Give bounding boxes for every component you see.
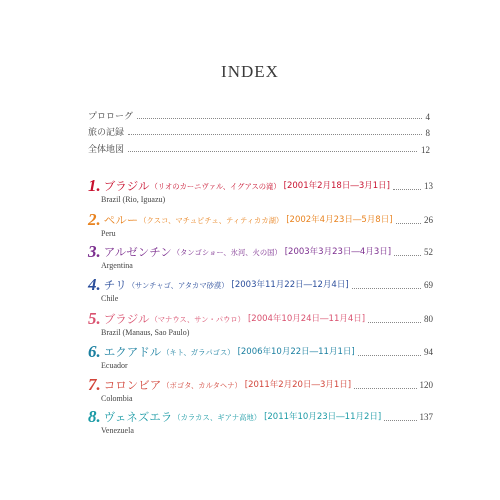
chapter-page: 120 (419, 380, 433, 390)
chapter-heading-line (88, 210, 433, 228)
chapter-country: ヴェネズエラ (103, 410, 173, 424)
chapter-english-name: Ecuador (101, 361, 128, 370)
chapter-entry[interactable] (88, 176, 433, 206)
chapter-number: 7. (88, 375, 101, 394)
chapter-english-name: Brazil (Manaus, Sao Paulo) (101, 328, 190, 337)
chapter-english-name: Colombia (101, 394, 133, 403)
chapter-number: 8. (88, 407, 101, 426)
chapter-dates: [2001年2月18日―3月1日] (283, 181, 390, 191)
chapter-english-name: Argentina (101, 261, 133, 270)
chapter-places: （カラカス、ギアナ高地） (173, 413, 262, 422)
leader-dots (128, 133, 421, 135)
chapter-country: コロンビア (103, 378, 162, 392)
chapter-page: 137 (419, 412, 433, 422)
front-matter-item-prologue[interactable] (88, 110, 430, 122)
front-matter-label: 全体地図 (88, 145, 125, 155)
chapter-places: （リオのカーニヴァル、イグアスの滝） (150, 182, 281, 191)
chapter-english-name: Peru (101, 229, 116, 238)
chapter-english-name: Brazil (Rio, Iguazu) (101, 195, 166, 204)
chapter-english-name: Venezuela (101, 426, 134, 435)
leader-dots (368, 321, 421, 323)
chapter-number: 2. (88, 210, 101, 229)
chapter-places: （ボゴタ、カルタヘナ） (162, 381, 242, 390)
front-matter-label: プロローグ (88, 112, 134, 122)
chapter-country: アルゼンチン (103, 245, 172, 259)
leader-dots (128, 150, 417, 152)
chapter-page: 13 (424, 181, 433, 191)
leader-dots (394, 254, 421, 256)
chapter-entry[interactable] (88, 242, 433, 272)
chapter-page: 94 (424, 347, 433, 357)
chapter-heading-line (88, 275, 433, 293)
chapter-country: ブラジル (103, 312, 150, 326)
chapter-entry[interactable] (88, 309, 433, 339)
chapter-number: 6. (88, 342, 101, 361)
chapter-entry[interactable] (88, 375, 433, 405)
chapter-country: チリ (103, 278, 127, 292)
chapter-heading-line (88, 407, 433, 425)
chapter-places: （キト、ガラパゴス） (162, 348, 235, 357)
chapter-heading-line (88, 176, 433, 194)
chapter-places: （タンゴショー、氷河、火の国） (172, 248, 282, 257)
chapter-dates: [2002年4月23日―5月8日] (286, 215, 393, 225)
chapter-entry[interactable] (88, 210, 433, 240)
chapter-heading-line (88, 309, 433, 327)
front-matter-label: 旅の記録 (88, 128, 125, 138)
chapter-entry[interactable] (88, 275, 433, 305)
chapter-country: ペルー (103, 213, 139, 227)
chapter-country: ブラジル (103, 179, 150, 193)
chapter-page: 69 (424, 280, 433, 290)
chapter-number: 4. (88, 275, 101, 294)
leader-dots (384, 419, 416, 421)
chapter-page: 52 (424, 247, 433, 257)
chapter-page: 80 (424, 314, 433, 324)
chapter-places: （クスコ、マチュピチュ、ティティカカ湖） (139, 216, 284, 225)
chapter-heading-line (88, 375, 433, 393)
chapter-heading-line (88, 242, 433, 260)
page-title: INDEX (221, 62, 279, 81)
chapter-dates: [2006年10月22日―11月1日] (237, 347, 355, 357)
chapter-page: 26 (424, 215, 433, 225)
front-matter-page: 8 (425, 128, 430, 138)
leader-dots (358, 354, 421, 356)
chapter-dates: [2003年3月23日―4月3日] (284, 247, 392, 257)
leader-dots (393, 188, 421, 190)
leader-dots (352, 287, 421, 289)
chapter-entry[interactable] (88, 342, 433, 372)
chapter-places: （サンチャゴ、アタカマ砂漠） (127, 281, 229, 290)
chapter-country: エクアドル (103, 345, 162, 359)
leader-dots (137, 117, 421, 119)
front-matter-item-map[interactable] (88, 143, 430, 155)
front-matter-item-travel-log[interactable] (88, 126, 430, 138)
chapter-dates: [2011年10月23日―11月2日] (264, 412, 382, 422)
chapter-dates: [2011年2月20日―3月1日] (244, 380, 352, 390)
front-matter-page: 12 (421, 145, 430, 155)
chapter-dates: [2003年11月22日―12月4日] (231, 280, 349, 290)
chapter-english-name: Chile (101, 294, 119, 303)
chapter-number: 3. (88, 242, 101, 261)
chapter-places: （マナウス、サン・パウロ） (150, 315, 245, 324)
leader-dots (354, 387, 416, 389)
chapter-heading-line (88, 342, 433, 360)
leader-dots (396, 222, 421, 224)
chapter-number: 1. (88, 176, 101, 195)
chapter-dates: [2004年10月24日―11月4日] (247, 314, 366, 324)
chapter-entry[interactable] (88, 407, 433, 437)
chapter-number: 5. (88, 309, 101, 328)
front-matter-page: 4 (425, 112, 430, 122)
